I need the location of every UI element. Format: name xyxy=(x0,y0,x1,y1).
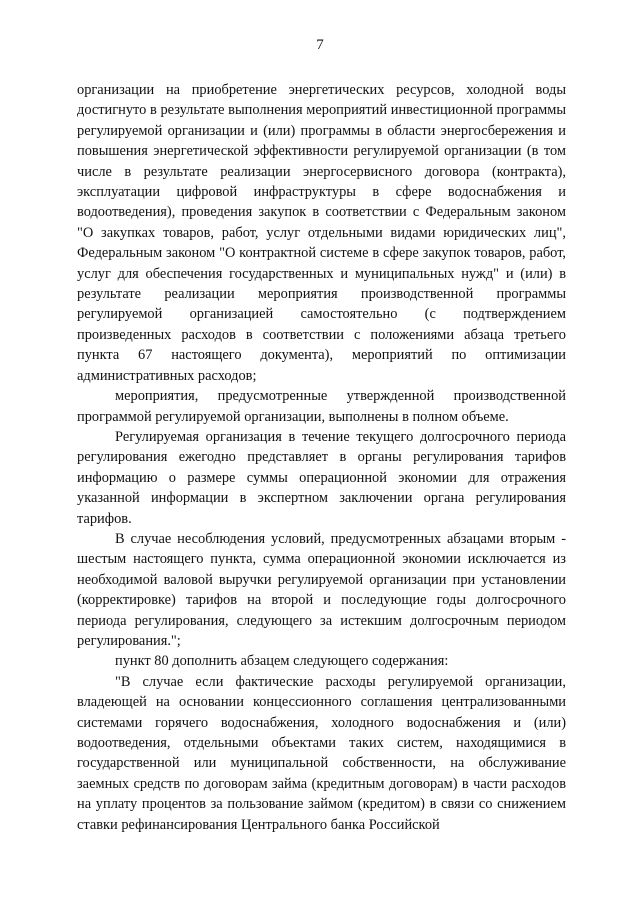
paragraph-1: организации на приобретение энергетических ресурсов, холодной воды достигнуто в результате выполнения мероприятий инвестиционной программы регулируемой организации и (или) программы в области энергосбережения и повышения энергетической эффективности регулируемой организации (в том числе в результате реализации энергосервисного договора (контракта), эксплуатации цифровой инфраструктуры в сфере водоснабжения и водоотведения), проведения закупок в соответствии с Федеральным законом "О закупках товаров, работ, услуг отдельными видами юридических лиц", Федеральным законом "О контрактной системе в сфере закупок товаров, работ, услуг для обеспечения государственных и муниципальных нужд" и (или) в результате реализации мероприятия производственной программы регулируемой организацией самостоятельно (с подтверждением произведенных расходов в соответствии с положениями абзаца третьего пункта 67 настоящего документа), мероприятий по оптимизации административных расходов; xyxy=(77,82,566,384)
paragraph-3: Регулируемая организация в течение текущего долгосрочного периода регулирования ежегодно представляет в органы регулирования тарифов информацию о размере суммы операционной экономии для отражения указанной информации в экспертном заключении органа регулирования тарифов. xyxy=(77,428,566,527)
paragraph-2: мероприятия, предусмотренные утвержденной производственной программой регулируемой организации, выполнены в полном объеме. xyxy=(77,388,566,425)
paragraph-6: "В случае если фактические расходы регулируемой организации, владеющей на основании концессионного соглашения централизованными системами горячего водоснабжения, холодного водоснабжения и (или) водоотведения, отдельными объектами таких систем, находящимися в государственной или муниципальной собственности, на обслуживание заемных средств по договорам займа (кредитным договорам) в части расходов на уплату процентов за пользование займом (кредитом) в связи со снижением ставки рефинансирования Центрального банка Российской xyxy=(77,673,566,833)
page-number: 7 xyxy=(316,37,324,53)
paragraph-5: пункт 80 дополнить абзацем следующего содержания: xyxy=(115,653,449,670)
document-body xyxy=(77,80,566,835)
paragraph-4: В случае несоблюдения условий, предусмотренных абзацами вторым - шестым настоящего пункта, сумма операционной экономии исключается из необходимой валовой выручки регулируемой организации при установлении (корректировке) тарифов на второй и последующие годы долгосрочного периода регулирования, следующего за истекшим долгосрочным периодом регулирования."; xyxy=(77,530,566,649)
